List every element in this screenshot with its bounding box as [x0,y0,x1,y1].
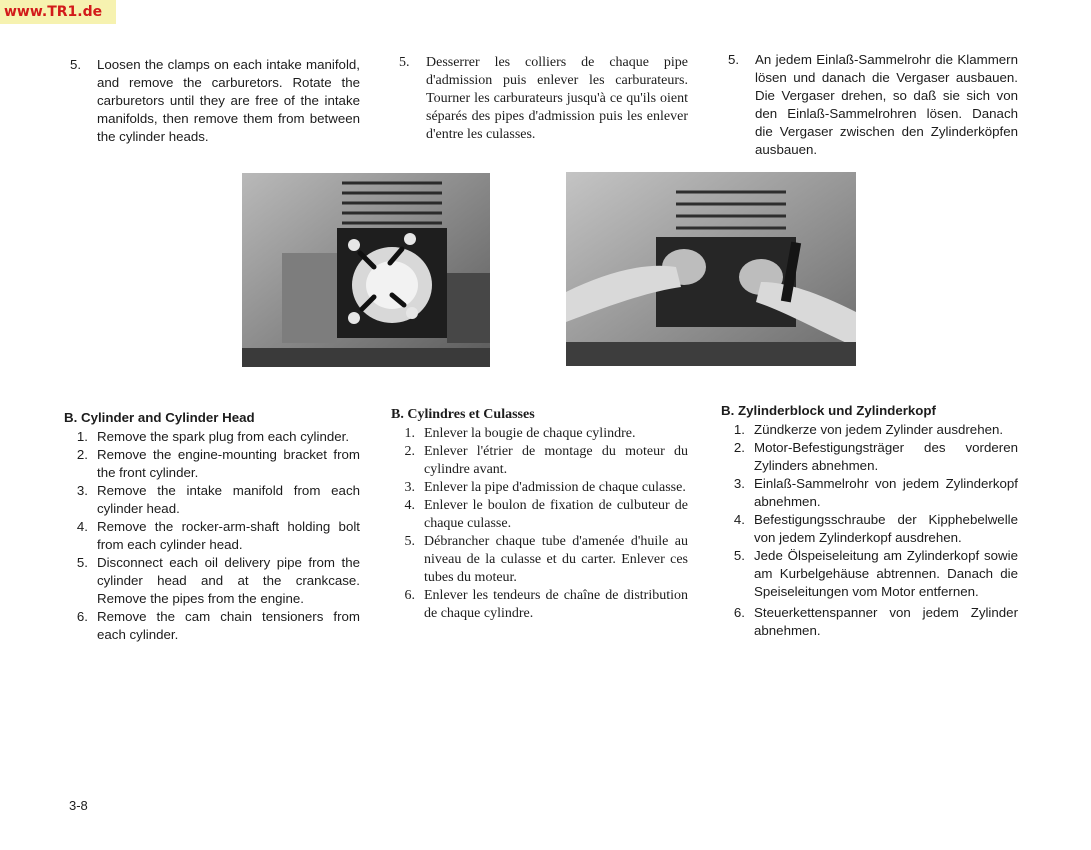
item-number: 5. [76,555,88,570]
item-text: Jede Ölspeiseleitung am Zylinderkopf sowie am Kurbelgehäuse abtrennen. Danach die Speiseleitungen vom Motor entfernen. [754,548,1018,599]
list-item [721,511,1018,547]
list-item [391,425,688,443]
list-item [64,428,360,446]
section-heading: B. Cylinder and Cylinder Head [64,410,255,425]
item-number: 2. [733,440,745,455]
item-text: Remove the intake manifold from each cylinder head. [97,483,360,516]
step-text: An jedem Einlaß-Sammelrohr die Klammern lösen und danach die Vergaser ausbauen. Die Vergaser drehen, so daß sie sich von den Einlaß-Sammelrohren lösen. Danach die Vergaser zwischen den Zylinderköpfen ausbauen. [755,52,1018,157]
step-5-english [70,56,360,146]
step-list [64,428,360,644]
item-text: Enlever la pipe d'admission de chaque culasse. [424,480,686,495]
item-text: Débrancher chaque tube d'amenée d'huile au niveau de la culasse et du carter. Enlever ces tubes du moteur. [424,534,688,585]
item-number: 3. [733,476,745,491]
step-number: 5. [399,55,410,70]
step-number: 5. [70,57,82,72]
list-item [721,547,1018,601]
item-text: Remove the spark plug from each cylinder. [97,429,350,444]
step-number: 5. [728,52,740,67]
item-number: 2. [404,444,415,459]
engine-photo-hands [566,172,856,366]
list-item [64,554,360,608]
item-text: Enlever l'étrier de montage du moteur du cylindre avant. [424,444,688,477]
item-text: Remove the cam chain tensioners from each cylinder. [97,609,360,642]
list-item [391,479,688,497]
list-item [391,533,688,587]
section-heading: B. Zylinderblock und Zylinderkopf [721,403,936,418]
list-item [721,421,1018,439]
section-b-german [721,402,1018,640]
item-number: 4. [76,519,88,534]
item-text: Befestigungsschraube der Kipphebelwelle von jedem Zylinderkopf ausdrehen. [754,512,1018,545]
step-5-german [728,51,1018,159]
list-item [721,439,1018,475]
item-text: Einlaß-Sammelrohr von jedem Zylinderkopf abnehmen. [754,476,1018,509]
item-number: 3. [76,483,88,498]
list-item [64,608,360,644]
engine-illustration [242,173,490,367]
item-text: Motor-Befestigungsträger des vorderen Zylinders abnehmen. [754,440,1018,473]
section-b-french [391,406,688,623]
item-number: 6. [76,609,88,624]
item-number: 6. [733,605,745,620]
item-text: Zündkerze von jedem Zylinder ausdrehen. [754,422,1004,437]
item-text: Disconnect each oil delivery pipe from the cylinder head and at the crankcase. Remove the pipes from the engine. [97,555,360,606]
item-number: 5. [404,534,415,549]
list-item [391,587,688,623]
step-5-french [399,54,688,144]
step-list [721,421,1018,640]
list-item [64,482,360,518]
item-number: 3. [404,480,415,495]
list-item [391,443,688,479]
list-item [391,497,688,533]
list-item [721,475,1018,511]
section-b-english [64,409,360,644]
engine-illustration [566,172,856,366]
item-number: 4. [404,498,415,513]
item-text: Remove the engine-mounting bracket from the front cylinder. [97,447,360,480]
item-text: Enlever le boulon de fixation de culbuteur de chaque culasse. [424,498,688,531]
item-number: 1. [733,422,745,437]
item-number: 6. [404,588,415,603]
item-text: Steuerkettenspanner von jedem Zylinder abnehmen. [754,605,1018,638]
item-number: 1. [76,429,88,444]
item-number: 5. [733,548,745,563]
section-heading: B. Cylindres et Culasses [391,407,535,422]
list-item [64,518,360,554]
step-text: Desserrer les colliers de chaque pipe d'admission puis enlever les carburateurs. Tourner les carburateurs jusqu'à ce qu'ils oient séparés des pipes d'admission puis les enlever d'entre les culasses. [426,55,688,142]
list-item [721,604,1018,640]
step-list [391,425,688,623]
item-text: Enlever la bougie de chaque cylindre. [424,426,636,441]
site-watermark[interactable]: www.TR1.de [0,0,116,24]
step-text: Loosen the clamps on each intake manifold, and remove the carburetors. Rotate the carburetors until they are free of the intake manifolds, then remove them from between the cylinder heads. [97,57,360,144]
item-number: 2. [76,447,88,462]
item-text: Remove the rocker-arm-shaft holding bolt from each cylinder head. [97,519,360,552]
list-item [64,446,360,482]
item-number: 4. [733,512,745,527]
page-number: 3-8 [69,798,88,813]
engine-photo-cylinder-heads [242,173,490,367]
item-number: 1. [404,426,415,441]
item-text: Enlever les tendeurs de chaîne de distribution de chaque cylindre. [424,588,688,621]
